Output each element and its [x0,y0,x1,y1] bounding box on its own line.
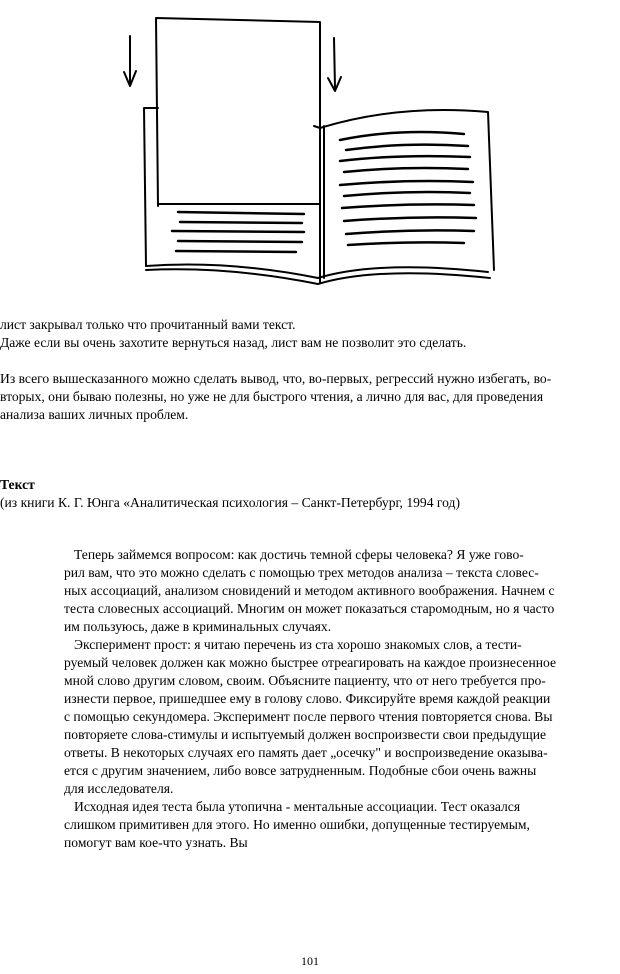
text-line: анализа ваших личных проблем. [0,407,189,422]
body-line: ных ассоциаций, анализом сновидений и методом активного воображения. Начнем с [64,583,555,598]
body-line: Теперь займемся вопросом: как достичь темной сферы человека? Я уже гово- [74,547,524,562]
section-source: (из книги К. Г. Юнга «Аналитическая психология – Санкт-Петербург, 1994 год) [0,495,461,510]
text-line: вторых, они бываю полезны, но уже не для быстрого чтения, а лично для вас, для проведения [0,389,544,404]
body-line: мной слово другим словом, своим. Объясните пациенту, что от него требуется про- [64,673,546,688]
body-line: для исследователя. [64,781,174,796]
body-line: слишком примитивен для этого. Но именно ошибки, допущенные тестируемым, [64,817,530,832]
body-line: ответы. В некоторых случаях его память дает „осечку" и воспроизведение оказыва- [64,745,548,760]
body-line: рил вам, что это можно сделать с помощью трех методов анализа – текста словес- [64,565,539,580]
section-heading: Текст [0,477,35,492]
body-line: им пользуюсь, даже в криминальных случаях. [64,619,332,634]
book-sheet-illustration [118,8,508,290]
text-line: лист закрывал только что прочитанный вами текст. [0,317,296,332]
body-line: ется с другим значением, либо вовсе затрудненным. Подобные сбои очень важны [64,763,537,778]
body-line: руемый человек должен как можно быстрее отреагировать на каждое произнесенное [64,655,556,670]
text-line: Из всего вышесказанного можно сделать вывод, что, во-первых, регрессий нужно избегать, во- [0,371,552,386]
body-line: с помощью секундомера. Эксперимент после первого чтения повторяется снова. Вы [64,709,553,724]
body-line: Исходная идея теста была утопична - ментальные ассоциации. Тест оказался [74,799,521,814]
text-line: Даже если вы очень захотите вернуться назад, лист вам не позволит это сделать. [0,335,467,350]
body-line: помогут вам кое-что узнать. Вы [64,835,248,850]
body-line: изнести первое, пришедшее ему в голову слово. Фиксируйте время каждой реакции [64,691,551,706]
body-line: повторяете слова-стимулы и испытуемый должен воспроизвести свои предыдущие [64,727,547,742]
page-number: 101 [301,954,319,968]
down-arrow-icon [124,36,136,86]
body-line: теста словесных ассоциаций. Многим он может показаться старомодным, но я часто [64,601,555,616]
down-arrow-icon [328,38,341,91]
body-line: Эксперимент прост: я читаю перечень из ста хорошо знакомых слов, а тести- [74,637,522,652]
